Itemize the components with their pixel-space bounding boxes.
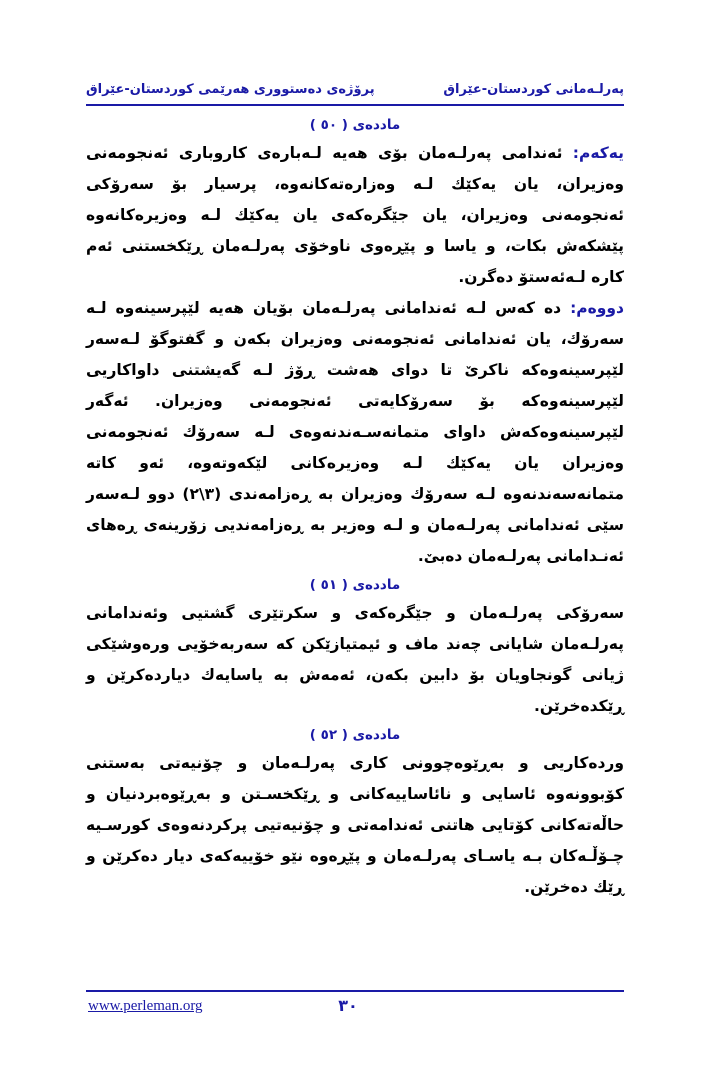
header-constitution-title: پرۆژەی دەستووری هەرێمی كوردستان-عێراق bbox=[86, 82, 375, 97]
article-52-title: ماددەی ( ٥٢ ) bbox=[309, 727, 401, 743]
paragraph-label-second: دووەم: bbox=[570, 299, 624, 317]
page-number: ٣٠ bbox=[338, 996, 358, 1015]
running-header bbox=[86, 82, 624, 106]
document-body bbox=[86, 112, 624, 903]
article-51-paragraph bbox=[86, 598, 624, 722]
website-link[interactable]: www.perleman.org bbox=[88, 998, 203, 1014]
paragraph-label-first: یەكەم: bbox=[572, 144, 624, 162]
paragraph-text: سەرۆكی پەرلـەمان و جێگرەكەی و سكرتێری گشتیی وئەندامانی پەرلـەمان شایانی چەند ماف و ئیمتیازێكن كە سەربەخۆیی ورەوشێكی ژیانی گونجاویان بۆ دابین بكەن، ئەمەش بە یاسایەك دیاردەكرێن و ڕێكدەخرێن. bbox=[86, 604, 624, 715]
article-52-paragraph bbox=[86, 748, 624, 903]
paragraph-text: وردەكاریی و بەڕێوەچوونی كاری پەرلـەمان و چۆنیەتی بەستنی كۆبوونەوە ئاسایی و نائاساییەكانی و ڕێكخسـتن و بەڕێوەبردنیان و حاڵەتەكانی كۆتایی هاتنی ئەندامەتی و چۆنیەتیی پركردنەوەی كورسـیە چـۆڵـەكان بـە یاسـای پەرلـەمان و پێڕەوە نێو خۆییەكەی دیار دەكرێن و ڕێك دەخرێن. bbox=[86, 754, 624, 896]
article-51-title: ماددەی ( ٥١ ) bbox=[309, 577, 401, 593]
footer-rule bbox=[86, 990, 624, 992]
paragraph-text: ئەندامی پەرلـەمان بۆی هەیە لـەبارەی كاروباری ئەنجومەنی وەزیران، یان یەكێك لـە وەزارەتەكانەوە، پرسیار بۆ سەرۆكی ئەنجومەنی وەزیران، یان جێگرەكەی یان یەكێك لـە وەزیرەكانەوە پێشكەش بكات، و یاسا و پێڕەوی ناوخۆی پەرلـەمان ڕێكخستنی ئەم كارە لـەئەستۆ دەگرن. bbox=[86, 144, 624, 286]
header-rule bbox=[86, 104, 624, 106]
article-50-title: ماددەی ( ٥٠ ) bbox=[309, 117, 401, 133]
paragraph-text: دە كەس لـە ئەندامانی پەرلـەمان بۆیان هەیە لێپرسینەوە لـە سەرۆك، یان ئەندامانی ئەنجومەنی وەزیران بكەن و گفتوگۆ لـەسەر لێپرسینەوەكە ناكرێ تا دوای هەشت ڕۆژ لـە گەیشتنی داواكاریی لێپرسینەوەكە بۆ سەرۆكایەتی ئەنجومەنی وەزیران. ئەگەر لێپرسینەوەكەش داوای متمانەسـەندنەوەی لـە سەرۆك ئەنجومەنی وەزیران یان یەكێك لـە وەزیرەكانی لێكەوتەوە، ئەو كاتە متمانەسەندنەوە لـە سەرۆك وەزیران بە ڕەزامەندی (٣\٢) دوو لـەسەر سێی ئەندامانی پەرلـەمان و لـە وەزیر بە ڕەزامەندیی زۆرینەی ڕەهای ئەنـدامانی پەرلـەمان دەبێ. bbox=[86, 299, 624, 565]
article-50-paragraph-2 bbox=[86, 293, 624, 572]
header-parliament-title: پەرلـەمانی كوردستان-عێراق bbox=[443, 82, 624, 97]
article-50-paragraph-1 bbox=[86, 138, 624, 293]
